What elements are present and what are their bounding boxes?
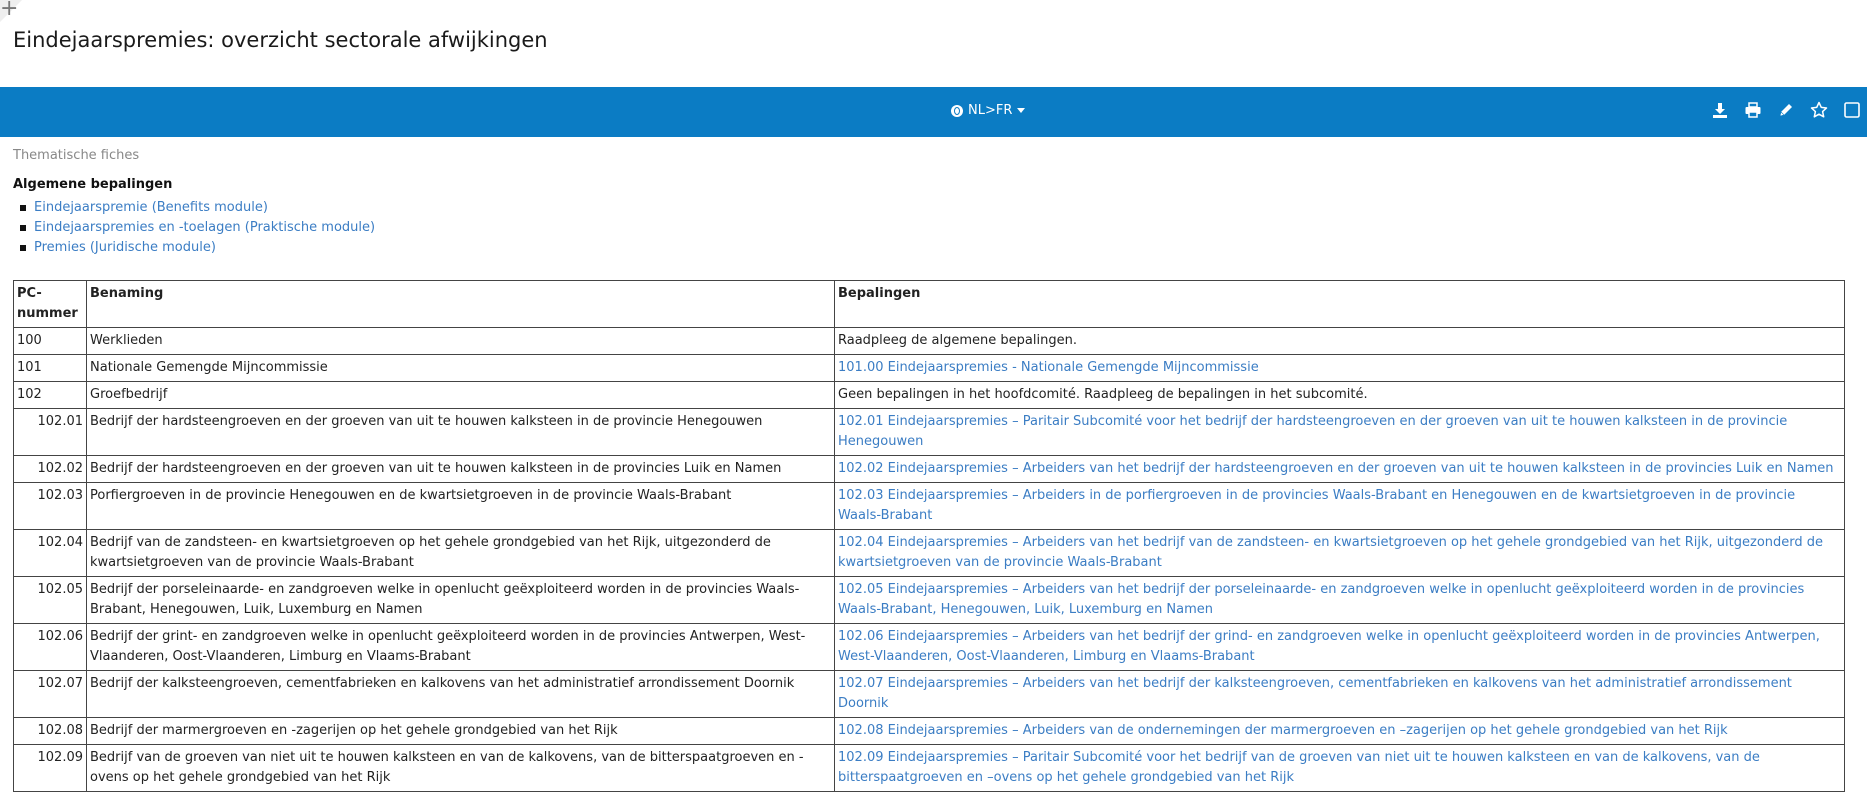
- provision-cell: [835, 671, 1845, 718]
- table-row: [14, 745, 1845, 792]
- list-item: [13, 198, 1843, 218]
- globe-icon: [951, 105, 963, 117]
- provision-cell: [835, 328, 1845, 355]
- language-switch[interactable]: [951, 103, 1025, 118]
- header-pc-number: PC-nummer: [14, 281, 87, 328]
- provision-link[interactable]: 102.06 Eindejaarspremies – Arbeiders van het bedrijf der grind- en zandgroeven welke in openlucht geëxploiteerd worden in de provincies Antwerpen, West-Vlaanderen, Oost-Vlaanderen, Limburg en Vlaams-Brabant: [838, 629, 1820, 664]
- pc-number: 102.07: [14, 671, 87, 718]
- main-content: [13, 148, 1843, 792]
- table-row: [14, 355, 1845, 382]
- table-row: [14, 483, 1845, 530]
- provision-link[interactable]: 102.07 Eindejaarspremies – Arbeiders van het bedrijf der kalksteengroeven, cementfabrieken en kalkovens van het administratief arrondissement Doornik: [838, 676, 1792, 711]
- table-row: [14, 624, 1845, 671]
- provision-link[interactable]: 102.03 Eindejaarspremies – Arbeiders in de porfiergroeven in de provincies Waals-Brabant en Henegouwen en de kwartsietgroeven in de provincie Waals-Brabant: [838, 488, 1796, 523]
- committee-name: Bedrijf van de groeven van niet uit te houwen kalksteen en van de kalkovens, van de bitterspaatgroeven en -ovens op het gehele grondgebied van het Rijk: [87, 745, 835, 792]
- committee-name: Groefbedrijf: [87, 382, 835, 409]
- toolbar-actions: [1711, 101, 1861, 119]
- pc-number: 101: [14, 355, 87, 382]
- provision-cell: [835, 624, 1845, 671]
- committee-name: Porfiergroeven in de provincie Henegouwen en de kwartsietgroeven in de provincie Waals-Brabant: [87, 483, 835, 530]
- sector-table: [13, 280, 1845, 792]
- provision-link[interactable]: 102.01 Eindejaarspremies – Paritair Subcomité voor het bedrijf der hardsteengroeven en der groeven van uit te houwen kalksteen in de provincie Henegouwen: [838, 414, 1788, 449]
- toolbar: [0, 87, 1867, 137]
- pc-number: 102.06: [14, 624, 87, 671]
- download-icon[interactable]: [1711, 101, 1729, 119]
- pc-number: 102.01: [14, 409, 87, 456]
- table-row: [14, 718, 1845, 745]
- pc-number: 100: [14, 328, 87, 355]
- checkbox-icon[interactable]: [1843, 101, 1861, 119]
- provision-cell: [835, 530, 1845, 577]
- provision-text: Geen bepalingen in het hoofdcomité. Raadpleeg de bepalingen in het subcomité.: [838, 387, 1368, 402]
- provision-link[interactable]: 102.02 Eindejaarspremies – Arbeiders van het bedrijf der hardsteengroeven en der groeven van uit te houwen kalksteen in de provincies Luik en Namen: [838, 461, 1834, 476]
- general-provisions-heading: Algemene bepalingen: [13, 177, 173, 192]
- link-benefits-module[interactable]: Eindejaarspremie (Benefits module): [34, 200, 268, 215]
- committee-name: Bedrijf der porseleinaarde- en zandgroeven welke in openlucht geëxploiteerd worden in de provincies Waals-Brabant, Henegouwen, Luik, Luxemburg en Namen: [87, 577, 835, 624]
- provision-cell: [835, 483, 1845, 530]
- committee-name: Bedrijf der hardsteengroeven en der groeven van uit te houwen kalksteen in de provincies Luik en Namen: [87, 456, 835, 483]
- table-header-row: [14, 281, 1845, 328]
- table-row: [14, 530, 1845, 577]
- committee-name: Werklieden: [87, 328, 835, 355]
- provision-text: Raadpleeg de algemene bepalingen.: [838, 333, 1077, 348]
- print-icon[interactable]: [1744, 101, 1762, 119]
- list-item: [13, 238, 1843, 258]
- page-title: Eindejaarspremies: overzicht sectorale afwijkingen: [13, 28, 548, 52]
- pencil-icon[interactable]: [1777, 101, 1795, 119]
- star-icon[interactable]: [1810, 101, 1828, 119]
- pc-number: 102.02: [14, 456, 87, 483]
- provision-cell: [835, 409, 1845, 456]
- committee-name: Bedrijf der marmergroeven en -zagerijen op het gehele grondgebied van het Rijk: [87, 718, 835, 745]
- provision-cell: [835, 382, 1845, 409]
- list-item: [13, 218, 1843, 238]
- provision-link[interactable]: 102.08 Eindejaarspremies – Arbeiders van de ondernemingen der marmergroeven en –zagerijen op het gehele grondgebied van het Rijk: [838, 723, 1728, 738]
- provision-link[interactable]: 101.00 Eindejaarspremies - Nationale Gemengde Mijncommissie: [838, 360, 1259, 375]
- language-label: NL>FR: [968, 103, 1013, 118]
- chevron-down-icon: [1017, 108, 1025, 113]
- committee-name: Nationale Gemengde Mijncommissie: [87, 355, 835, 382]
- header-provisions: Bepalingen: [835, 281, 1845, 328]
- link-practical-module[interactable]: Eindejaarspremies en -toelagen (Praktische module): [34, 220, 376, 235]
- pc-number: 102: [14, 382, 87, 409]
- breadcrumb[interactable]: Thematische fiches: [13, 148, 140, 163]
- table-row: [14, 409, 1845, 456]
- provision-link[interactable]: 102.04 Eindejaarspremies – Arbeiders van het bedrijf van de zandsteen- en kwartsietgroeven op het gehele grondgebied van het Rijk, uitgezonderd de kwartsietgroeven van de provincie Waals-Brabant: [838, 535, 1824, 570]
- pc-number: 102.03: [14, 483, 87, 530]
- table-row: [14, 382, 1845, 409]
- pc-number: 102.04: [14, 530, 87, 577]
- provision-link[interactable]: 102.05 Eindejaarspremies – Arbeiders van het bedrijf der porseleinaarde- en zandgroeven welke in openlucht geëxploiteerd worden in de provincies Waals-Brabant, Henegouwen, Luik, Luxemburg en Namen: [838, 582, 1805, 617]
- provision-cell: [835, 355, 1845, 382]
- provision-cell: [835, 456, 1845, 483]
- committee-name: Bedrijf der hardsteengroeven en der groeven van uit te houwen kalksteen in de provincie Henegouwen: [87, 409, 835, 456]
- table-row: [14, 456, 1845, 483]
- committee-name: Bedrijf van de zandsteen- en kwartsietgroeven op het gehele grondgebied van het Rijk, uitgezonderd de kwartsietgroeven van de provincie Waals-Brabant: [87, 530, 835, 577]
- provision-cell: [835, 577, 1845, 624]
- pc-number: 102.05: [14, 577, 87, 624]
- table-row: [14, 577, 1845, 624]
- provision-cell: [835, 745, 1845, 792]
- expand-corner-icon[interactable]: +: [0, 0, 22, 22]
- committee-name: Bedrijf der grint- en zandgroeven welke in openlucht geëxploiteerd worden in de provincies Antwerpen, West-Vlaanderen, Oost-Vlaanderen, Limburg en Vlaams-Brabant: [87, 624, 835, 671]
- header-name: Benaming: [87, 281, 835, 328]
- provision-cell: [835, 718, 1845, 745]
- link-legal-module[interactable]: Premies (Juridische module): [34, 240, 216, 255]
- pc-number: 102.08: [14, 718, 87, 745]
- table-row: [14, 328, 1845, 355]
- general-links: [13, 198, 1843, 258]
- provision-link[interactable]: 102.09 Eindejaarspremies – Paritair Subcomité voor het bedrijf van de groeven van niet uit te houwen kalksteen en van de kalkovens, van de bitterspaatgroeven en –ovens op het gehele grondgebied van het Rijk: [838, 750, 1760, 785]
- pc-number: 102.09: [14, 745, 87, 792]
- committee-name: Bedrijf der kalksteengroeven, cementfabrieken en kalkovens van het administratief arrondissement Doornik: [87, 671, 835, 718]
- table-row: [14, 671, 1845, 718]
